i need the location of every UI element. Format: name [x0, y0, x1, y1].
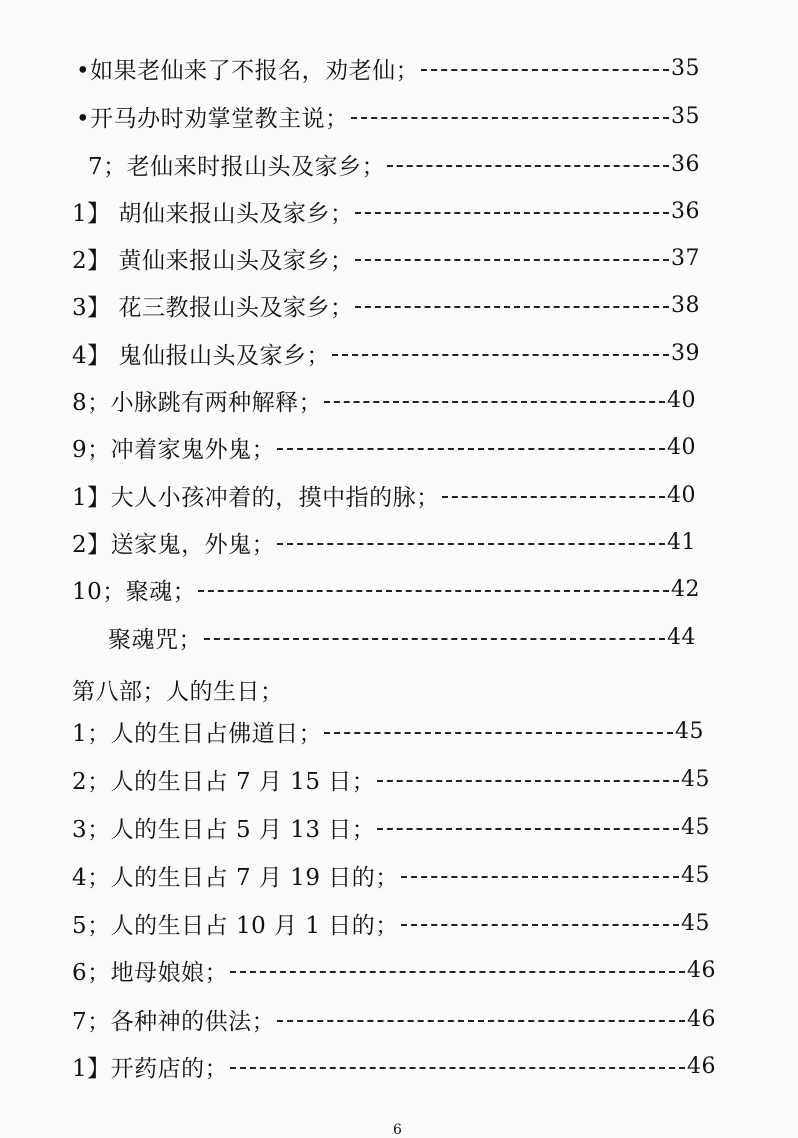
toc-entry: [72, 709, 704, 753]
toc-entry-page: 38: [671, 292, 700, 318]
toc-entry-label: 4；人的生日占 7 月 19 日的；: [72, 864, 399, 891]
toc-entry-page: 35: [671, 103, 700, 129]
dot-leader: [355, 259, 669, 261]
toc-entry-page: 40: [667, 387, 696, 413]
toc-entry-page: 45: [681, 814, 710, 840]
footer-page-number: 6: [393, 1122, 402, 1138]
toc-entry-label: 8；小脉跳有两种解释；: [72, 389, 323, 416]
dot-leader: [377, 828, 679, 830]
dot-leader: [277, 1020, 685, 1022]
toc-entry: [72, 948, 716, 992]
toc-entry-label: 1】 胡仙来报山头及家乡；: [72, 200, 354, 227]
toc-entry-page: 40: [667, 482, 696, 508]
dot-leader: [401, 924, 679, 926]
dot-leader: [387, 165, 669, 167]
dot-leader: [351, 117, 669, 119]
toc-entry-page: 46: [687, 1006, 716, 1032]
dot-leader: [421, 69, 669, 71]
toc-entry-label: 2】送家鬼，外鬼；: [72, 531, 276, 558]
toc-entry: [72, 189, 700, 233]
toc-entry-label: 1；人的生日占佛道日；: [72, 720, 323, 747]
toc-entry: [72, 425, 696, 469]
toc-entry: [72, 236, 700, 280]
toc-entry-page: 46: [687, 1053, 716, 1079]
dot-leader: [204, 638, 665, 640]
toc-entry-label: 3】 花三教报山头及家乡；: [72, 294, 354, 321]
dot-leader: [277, 543, 665, 545]
toc-entry: [72, 283, 700, 327]
dot-leader: [401, 876, 679, 878]
toc-entry-page: 36: [671, 198, 700, 224]
toc-entry-label: 9；冲着家鬼外鬼；: [72, 436, 276, 463]
toc-entry-page: 40: [667, 434, 696, 460]
toc-entry: [76, 94, 700, 138]
toc-entry: [72, 378, 696, 422]
toc-entry-page: 36: [671, 151, 700, 177]
dot-leader: [442, 496, 665, 498]
toc-entry: [76, 46, 700, 90]
dot-leader: [230, 1067, 685, 1069]
toc-entry-label: 4】 鬼仙报山头及家乡；: [72, 342, 330, 369]
section-heading: 第八部；人的生日；: [72, 679, 284, 705]
dot-leader: [377, 780, 679, 782]
toc-entry-label: 5；人的生日占 10 月 1 日的；: [72, 912, 399, 939]
toc-entry-label: 1】大人小孩冲着的，摸中指的脉；: [72, 484, 440, 511]
dot-leader: [230, 971, 685, 973]
toc-entry: [72, 1044, 716, 1088]
dot-leader: [324, 732, 673, 734]
dot-leader: [324, 401, 665, 403]
toc-entry: [72, 567, 700, 611]
toc-entry-label: 7；老仙来时报山头及家乡；: [88, 153, 386, 180]
dot-leader: [355, 212, 669, 214]
toc-entry-label: 7；各种神的供法；: [72, 1008, 276, 1035]
dot-leader: [277, 448, 665, 450]
toc-entry-page: 37: [671, 245, 700, 271]
toc-entry-label: 3；人的生日占 5 月 13 日；: [72, 816, 376, 843]
toc-entry-label: 聚魂咒；: [108, 626, 202, 653]
toc-entry-page: 45: [681, 766, 710, 792]
toc-entry: [72, 473, 696, 517]
toc-entry-label: 1】开药店的；: [72, 1055, 229, 1082]
toc-entry: [72, 520, 696, 564]
toc-entry-label: 10；聚魂；: [72, 578, 197, 605]
toc-entry-label: 6；地母娘娘；: [72, 959, 229, 986]
toc-entry-page: 45: [675, 718, 704, 744]
dot-leader: [332, 354, 669, 356]
toc-entry: [72, 757, 710, 801]
toc-entry: [72, 853, 710, 897]
toc-entry-label: •开马办时劝掌堂教主说；: [76, 105, 349, 132]
toc-entry-page: 39: [671, 340, 700, 366]
dot-leader: [355, 306, 669, 308]
toc-entry: [88, 142, 700, 186]
toc-entry-page: 45: [681, 862, 710, 888]
toc-entry-label: 2】 黄仙来报山头及家乡；: [72, 247, 354, 274]
dot-leader: [198, 590, 669, 592]
toc-entry: [72, 997, 716, 1041]
toc-entry-page: 46: [687, 957, 716, 983]
toc-entry-page: 41: [667, 529, 696, 555]
toc-entry-page: 44: [667, 624, 696, 650]
toc-entry-page: 45: [681, 910, 710, 936]
toc-entry-label: 2；人的生日占 7 月 15 日；: [72, 768, 376, 795]
toc-entry-label: •如果老仙来了不报名，劝老仙；: [76, 57, 420, 84]
toc-entry-page: 35: [671, 55, 700, 81]
toc-entry: [72, 805, 710, 849]
toc-entry: [72, 331, 700, 375]
toc-entry-page: 42: [671, 576, 700, 602]
toc-entry: [108, 615, 696, 659]
toc-entry: [72, 901, 710, 945]
